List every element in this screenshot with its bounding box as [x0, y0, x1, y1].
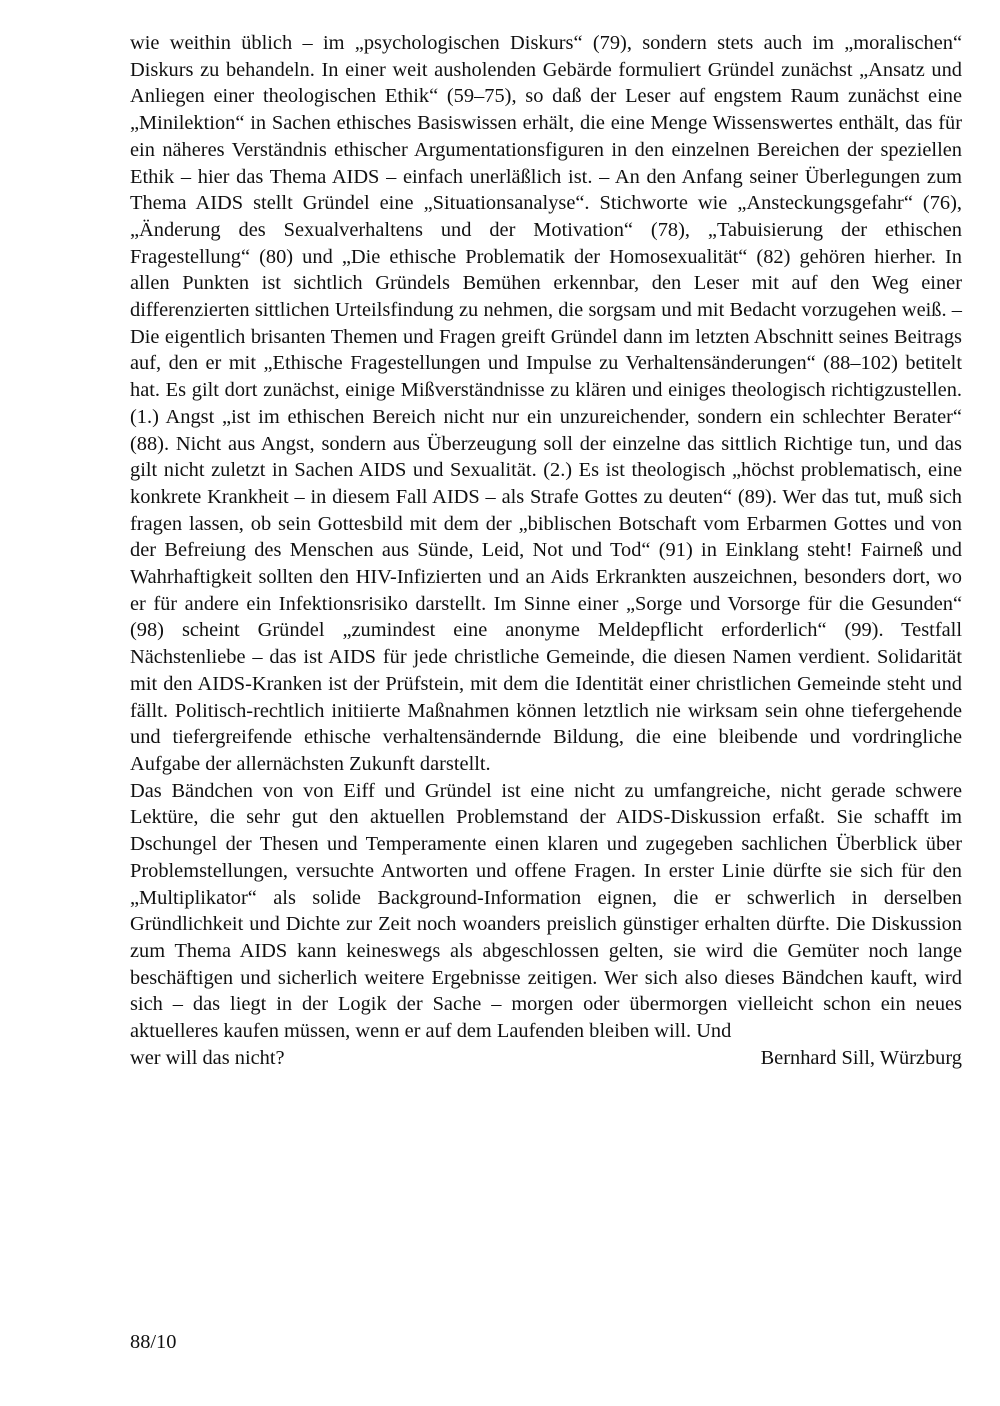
author-signature: Bernhard Sill, Würzburg: [760, 1046, 962, 1069]
body-paragraph-2: Das Bändchen von von Eiff und Gründel ist eine nicht zu umfangreiche, nicht gerade schwere Lektüre, die sehr gut den aktuellen Problemstand der AIDS-Diskussion erfaßt. Sie schafft im Dschungel der Thesen und Temperamente einen klaren und zugegeben sachlichen Überblick über Problemstellungen, versuchte Antworten und offene Fragen. In erster Linie dürfte sie sich für den „Multiplikator“ als solide Background-Information eignen, die er schwerlich in derselben Gründlichkeit und Dichte zur Zeit noch woanders preislich günstiger erhalten dürfte. Die Diskussion zum Thema AIDS kann keineswegs als abgeschlossen gelten, sie wird die Gemüter noch lange beschäftigen und sicherlich weitere Ergebnisse zeitigen. Wer sich also dieses Bändchen kauft, wird sich – das liegt in der Logik der Sache – morgen oder übermorgen vielleicht schon ein neues aktuelleres kaufen müssen, wenn er auf dem Laufenden bleiben will. Und: [130, 779, 962, 1043]
body-paragraph-1: wie weithin üblich – im „psychologischen Diskurs“ (79), sondern stets auch im „moralischen“ Diskurs zu behandeln. In einer weit ausholenden Gebärde formuliert Gründel zunächst „Ansatz und Anliegen einer theologischen Ethik“ (59–75), so daß der Leser auf engstem Raum zunächst eine „Minilektion“ in Sachen ethisches Basiswissen erhält, die eine Menge Wissenswertes enthält, das für ein näheres Verständnis ethischer Argumentationsfiguren in den einzelnen Bereichen der speziellen Ethik – hier das Thema AIDS – einfach unerläßlich ist. – An den Anfang seiner Überlegungen zum Thema AIDS stellt Gründel eine „Situationsanalyse“. Stichworte wie „Ansteckungsgefahr“ (76), „Änderung des Sexualverhaltens und der Motivation“ (78), „Tabuisierung der ethischen Fragestellung“ (80) und „Die ethische Problematik der Homosexualität“ (82) gehören hierher. In allen Punkten ist sichtlich Gründels Bemühen erkennbar, den Leser mit auf den Weg einer differenzierten sittlichen Urteilsfindung zu nehmen, die sorgsam und mit Bedacht vorzugehen weiß. – Die eigentlich brisanten Themen und Fragen greift Gründel dann im letzten Abschnitt seines Beitrags auf, den er mit „Ethische Fragestellungen und Impulse zu Verhaltensänderungen“ (88–102) betitelt hat. Es gilt dort zunächst, einige Mißverständnisse zu klären und einiges theologisch richtigzustellen. (1.) Angst „ist im ethischen Bereich nicht nur ein unzureichender, sondern ein schlechter Berater“ (88). Nicht aus Angst, sondern aus Überzeugung soll der einzelne das sittlich Richtige tun, und das gilt nicht zuletzt in Sachen AIDS und Sexualität. (2.) Es ist theologisch „höchst problematisch, eine konkrete Krankheit – in diesem Fall AIDS – als Strafe Gottes zu deuten“ (89). Wer das tut, muß sich fragen lassen, ob sein Gottesbild mit dem der „biblischen Botschaft vom Erbarmen Gottes und von der Befreiung des Menschen aus Sünde, Leid, Not und Tod“ (91) in Einklang steht! Fairneß und Wahrhaftigkeit sollten den HIV-Infizierten und an Aids Erkrankten auszeichnen, besonders dort, wo er für andere ein Infektionsrisiko darstellt. Im Sinne einer „Sorge und Vorsorge für die Gesunden“ (98) scheint Gründel „zumindest eine anonyme Meldepflicht erforderlich“ (99). Testfall Nächstenliebe – das ist AIDS für jede christliche Gemeinde, die diesen Namen verdient. Solidarität mit den AIDS-Kranken ist der Prüfstein, mit dem die Identität einer christlichen Gemeinde steht und fällt. Politisch-rechtlich initiierte Maßnahmen können letztlich nie wirksam sein ohne tiefergehende und tiefergreifende ethische verhaltensändernde Bildung, die eine bleibende und vordringliche Aufgabe der allernächsten Zukunft darstellt.: [130, 32, 962, 775]
closing-line: [130, 1045, 962, 1072]
closing-text: wer will das nicht?: [130, 1046, 285, 1069]
page-body: [130, 30, 962, 1071]
page-number: 88/10: [130, 1331, 177, 1353]
